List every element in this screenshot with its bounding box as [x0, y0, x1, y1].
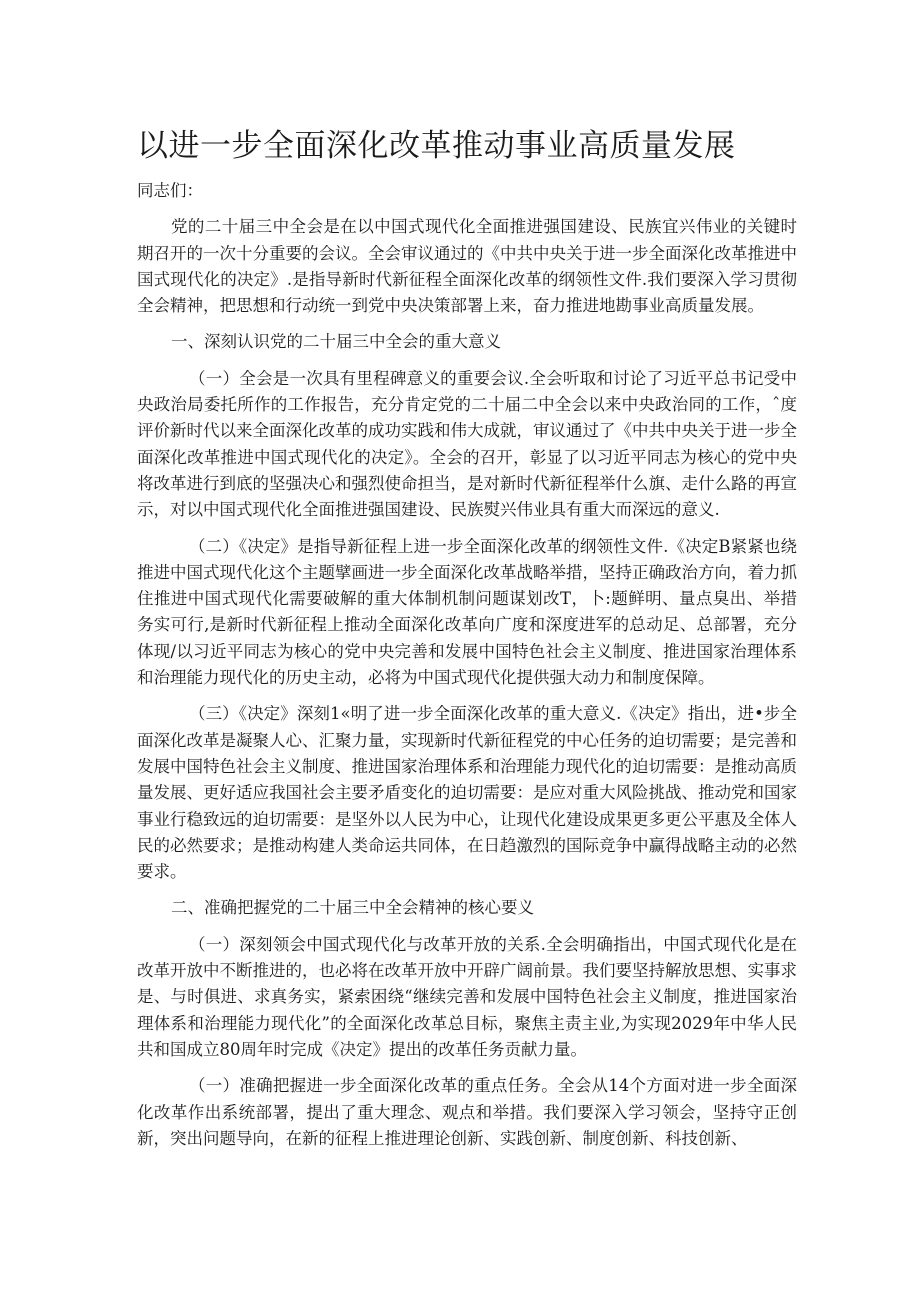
section-2-paragraph-2: （一）准确把握进一步全面深化改革的重点任务。全会从14个方面对进一步全面深化改革作出系统部署，提出了重大理念、观点和举措。我们要深入学习领会，坚持守正创新，突出问题导向，在新的征程上推进理论创新、实践创新、制度创新、科技创新、	[137, 1076, 797, 1148]
document-body	[137, 178, 797, 1162]
document-title: 以进一步全面深化改革推动事业高质量发展	[137, 128, 736, 164]
section-1-paragraph-2: （二）《决定》是指导新征程上进一步全面深化改革的纲领性文件.《决定B紧紧也绕推进中国式现代化这个主题擘画进一步全面深化改革战略举措，坚持正确政治方向，着力抓住推进中国式现代化需要破解的重大体制机制问题谋划改T，卜:题鲜明、量点臭出、举措务实可行,是新时代新征程上推动全面深化改革向广度和深度进军的总动足、总部署，充分体现/以习近平同志为核心的党中央完善和发展中国特色社会主义制度、推进国家治理体系和治理能力现代化的历史主动，必将为中国式现代化提供强大动力和制度保障。	[137, 536, 797, 688]
section-1-paragraph-1: （一）全会是一次具有里程碑意义的重要会议.全会听取和讨论了习近平总书记受中央政治局委托所作的工作报告，充分肯定党的二十届二中全会以来中央政治同的工作，ˆ度评价新时代以来全面深化改革的成功实践和伟大成就，审议通过了《中共中央关于进一步全面深化改革推进中国式现代化的决定》。全会的召开，彰显了以习近平同志为核心的党中央将改革进行到底的坚强决心和强烈使命担当，是对新时代新征程举什么旗、走什么路的再宣示，对以中国式现代化全面推进强国建设、民族熨兴伟业具有重大而深远的意义.	[137, 368, 797, 520]
greeting: 同志们：	[137, 181, 203, 200]
intro-paragraph: 党的二十届三中全会是在以中国式现代化全面推进强国建设、民族宜兴伟业的关键时期召开的一次十分重要的会议。全会审议通过的《中共中央关于进一步全面深化改革推进中国式现代化的决定》.是指导新时代新征程全面深化改革的纲领性文件.我们要深入学习贯彻全会精神，把思想和行动统一到党中央决策部署上来，奋力推进地勘事业高质量发展。	[137, 217, 797, 316]
section-2-paragraph-1: （一）深刻领会中国式现代化与改革开放的关系.全会明确指出，中国式现代化是在改革开放中不断推进的，也必将在改革开放中开辟广阔前景。我们要坚持解放思想、实事求是、与时俱进、求真务实，紧索困绕“继续完善和发展中国特色社会主义制度，推进国家治理体系和治理能力现代化”的全面深化改革总目标，聚焦主责主业,为实现2029年中华人民共和国成立80周年时完成《决定》提出的改革任务贡献力量。	[137, 934, 797, 1059]
section-1-heading: 一、深刻认识党的二十届三中全会的重大意义	[171, 332, 501, 352]
section-2-heading: 二、准确把握党的二十届三中全会精神的核心要义	[171, 898, 534, 918]
section-1-paragraph-3: （三）《决定》深刻1«明了进一步全面深化改革的重大意义.《决定》指出，进•步全面深化改革是凝聚人心、汇聚力量，实现新时代新征程党的中心任务的迫切需要；是完善和发展中国特色社会主义制度、推进国家治理体系和治理能力现代化的迫切需要：是推动高质量发展、更好适应我国社会主要矛盾变化的迫切需要：是应对重大风险挑战、推动党和国家事业行稳致远的迫切需要：是坚外以人民为中心，让现代化建设成果更多更公平惠及全体人民的必然要求；是推动构建人类命运共同体，在日趋激烈的国际竞争中赢得战略主动的必然要求。	[137, 704, 797, 882]
